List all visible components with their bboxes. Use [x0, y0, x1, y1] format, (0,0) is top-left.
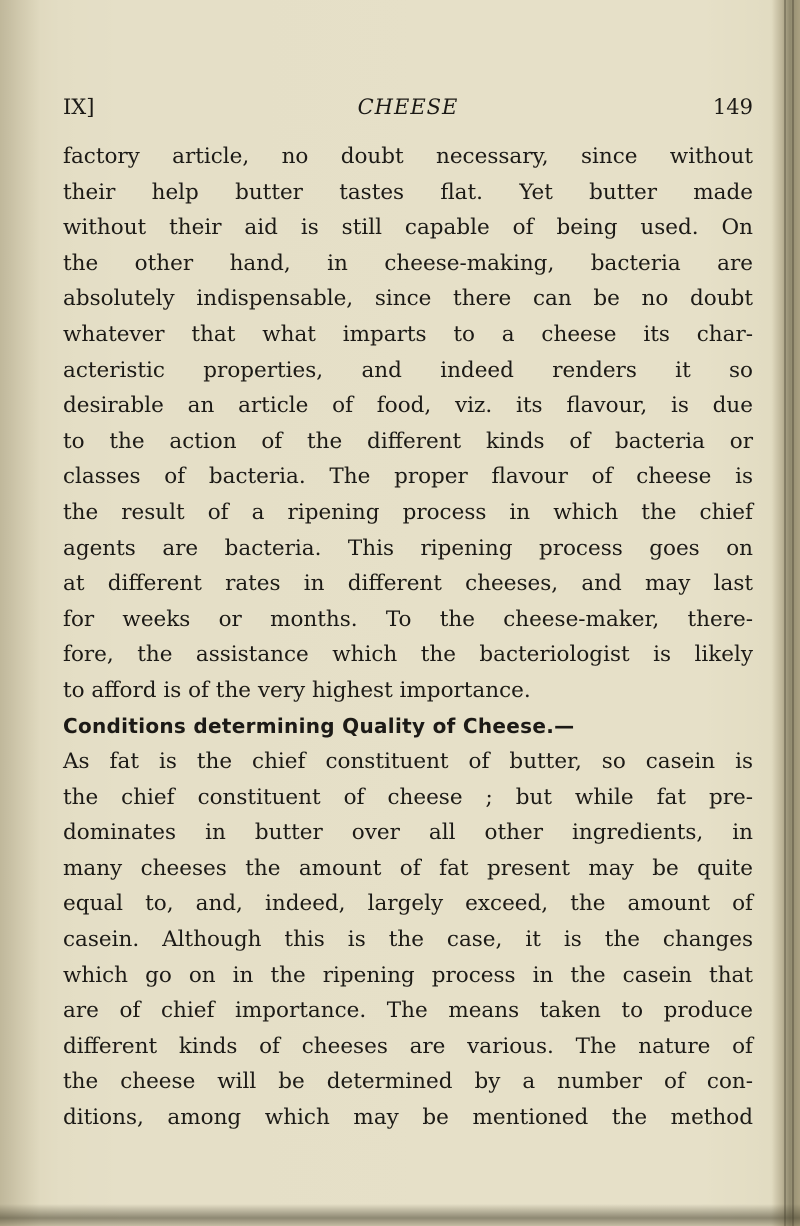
text-line: acteristic properties, and indeed renders it so	[63, 357, 753, 383]
text-line: desirable an article of food, viz. its flavour, is due	[63, 393, 753, 419]
text-line: different kinds of cheeses are various. The nature of	[63, 1033, 753, 1059]
text-line: are of chief importance. The means taken to produce	[63, 998, 753, 1024]
text-line: for weeks or months. To the cheese-maker, there-	[63, 606, 753, 632]
text-line: many cheeses the amount of fat present may be quite	[63, 855, 753, 881]
text-line: the chief constituent of cheese ; but while fat pre-	[63, 784, 753, 810]
page-right-edge	[772, 0, 800, 1226]
text-line: absolutely indispensable, since there can be no doubt	[63, 286, 753, 312]
text-line: fore, the assistance which the bacteriologist is likely	[63, 642, 753, 668]
text-line: As fat is the chief constituent of butter, so casein is	[63, 749, 753, 775]
text-line: casein. Although this is the case, it is the changes	[63, 927, 753, 953]
text-line: to the action of the different kinds of bacteria or	[63, 428, 753, 454]
page-bottom-edge	[0, 1204, 800, 1226]
section-heading: Conditions determining Quality of Cheese.—	[63, 713, 575, 738]
page-number: 149	[712, 95, 753, 119]
text-line: their help butter tastes flat. Yet butter made	[63, 179, 753, 205]
text-line: the result of a ripening process in which the chief	[63, 499, 753, 525]
chapter-number: IX]	[63, 95, 95, 119]
edge-line	[784, 0, 786, 1226]
text-line: the cheese will be determined by a number of con-	[63, 1069, 753, 1095]
running-title: CHEESE	[357, 95, 459, 119]
text-line: classes of bacteria. The proper flavour of cheese is	[63, 464, 753, 490]
text-line: factory article, no doubt necessary, since without	[63, 144, 753, 169]
text-line: the other hand, in cheese-making, bacteria are	[63, 250, 753, 276]
edge-line	[792, 0, 794, 1226]
text-line: dominates in butter over all other ingredients, in	[63, 820, 753, 846]
text-line: agents are bacteria. This ripening process goes on	[63, 535, 753, 561]
running-header	[63, 95, 753, 125]
body-text	[63, 139, 753, 1136]
text-line: at different rates in different cheeses, and may last	[63, 571, 753, 597]
page-gutter-shadow	[0, 0, 40, 1226]
text-line: to afford is of the very highest importance.	[63, 677, 531, 703]
text-line: ditions, among which may be mentioned the method	[63, 1105, 753, 1131]
text-line: whatever that what imparts to a cheese its char-	[63, 321, 753, 347]
text-line: without their aid is still capable of being used. On	[63, 215, 753, 241]
text-line: equal to, and, indeed, largely exceed, the amount of	[63, 891, 753, 917]
text-line: which go on in the ripening process in the casein that	[63, 962, 753, 988]
